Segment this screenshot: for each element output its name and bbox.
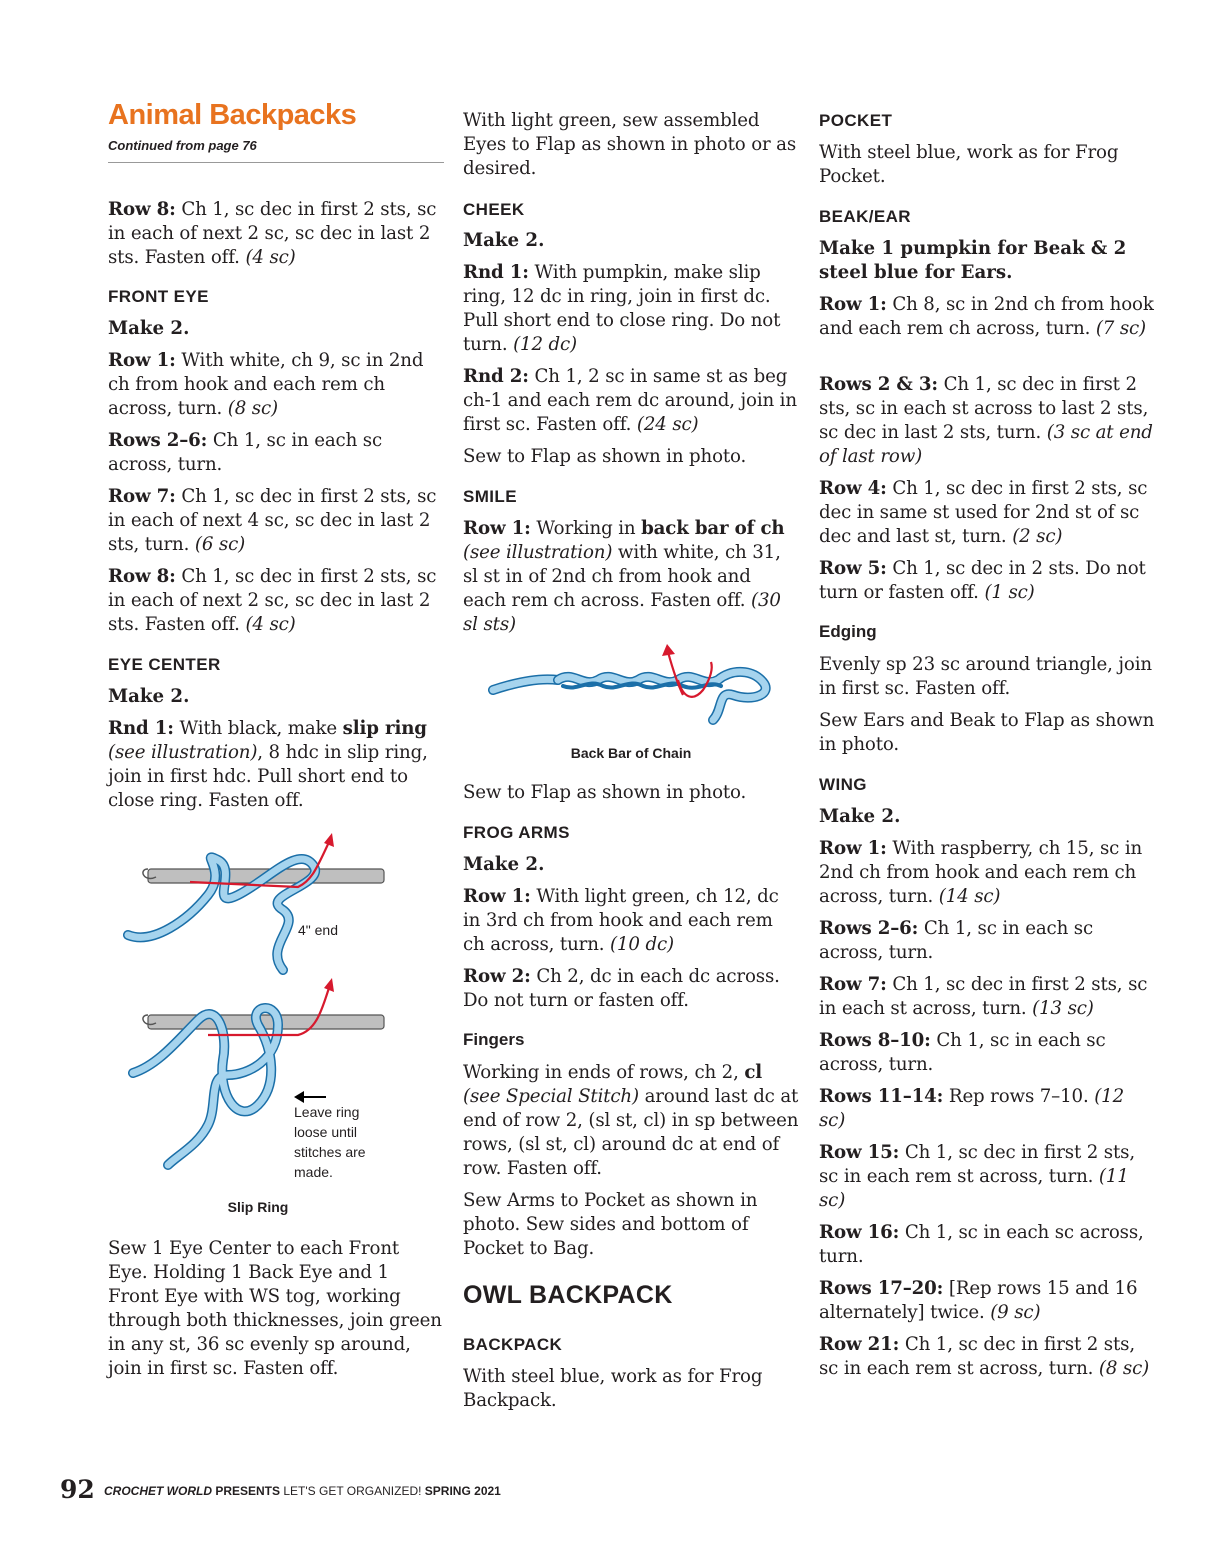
wing-row-1: Row 1: With raspberry, ch 15, sc in 2nd ch from hook and each rem ch across, turn. (14 sc): [819, 838, 1143, 907]
eyes-sew-intro: With light green, sew assembled Eyes to Flap as shown in photo or as desired.: [463, 110, 797, 179]
continued-note: Continued from page 76: [108, 138, 257, 153]
leave-ring-line-2: loose until: [294, 1124, 358, 1140]
eye-center-heading: EYE CENTER: [108, 655, 221, 674]
cheek-sew: Sew to Flap as shown in photo.: [463, 446, 747, 467]
back-bar-figure: [463, 640, 799, 770]
wing-make: Make 2.: [819, 806, 901, 827]
frog-arms-make: Make 2.: [463, 854, 545, 875]
front-eye-rows-2-6: Rows 2–6: Ch 1, sc in each sc across, turn.: [108, 430, 382, 475]
eye-center-rnd-1: Rnd 1: With black, make slip ring (see illustration), 8 hdc in slip ring, join in first hdc. Pull short end to close ring. Fasten off.: [108, 718, 428, 811]
front-eye-row-7: Row 7: Ch 1, sc dec in first 2 sts, sc in each of next 4 sc, sc dec in last 2 sts, turn. (6 sc): [108, 486, 437, 555]
wing-rows-2-6: Rows 2–6: Ch 1, sc in each sc across, turn.: [819, 918, 1093, 963]
slip-ring-figure: [108, 825, 444, 1225]
wing-row-21: Row 21: Ch 1, sc dec in first 2 sts, sc in each rem st across, turn. (8 sc): [819, 1334, 1150, 1379]
smile-heading: SMILE: [463, 487, 517, 506]
smile-row-1: Row 1: Working in back bar of ch (see illustration) with white, ch 31, sl st in of 2nd ch from hook and each rem ch across. Fasten off. (30 sl sts): [463, 518, 785, 635]
owl-backpack-text: With steel blue, work as for Frog Backpack.: [463, 1366, 763, 1411]
front-eye-row-1: Row 1: With white, ch 9, sc in 2nd ch from hook and each rem ch across, turn. (8 sc): [108, 350, 424, 419]
owl-backpack-subheading: BACKPACK: [463, 1335, 563, 1354]
yarn-loop-bottom: [133, 1008, 278, 1165]
wing-row-16: Row 16: Ch 1, sc in each sc across, turn.: [819, 1222, 1144, 1267]
frog-arms-row-2: Row 2: Ch 2, dc in each dc across. Do not turn or fasten off.: [463, 966, 780, 1011]
wing-row-7: Row 7: Ch 1, sc dec in first 2 sts, sc in each st across, turn. (13 sc): [819, 974, 1148, 1019]
beak-ear-make: Make 1 pumpkin for Beak & 2 steel blue for Ears.: [819, 238, 1127, 283]
wing-rows-17-20: Rows 17–20: [Rep rows 15 and 16 alternately] twice. (9 sc): [819, 1278, 1138, 1323]
beak-ear-heading: BEAK/EAR: [819, 207, 911, 226]
edging-text: Evenly sp 23 sc around triangle, join in first sc. Fasten off.: [819, 654, 1152, 699]
page-footer: [60, 1470, 760, 1510]
cheek-rnd-2: Rnd 2: Ch 1, 2 sc in same st as beg ch-1 and each rem dc around, join in first sc. Fasten off. (24 sc): [463, 366, 797, 435]
title-rule: [108, 162, 444, 163]
end-label: 4" end: [298, 922, 339, 938]
arrowhead-icon-2: [324, 978, 334, 992]
leave-ring-line-1: Leave ring: [294, 1104, 360, 1120]
wing-rows-11-14: Rows 11–14: Rep rows 7–10. (12 sc): [819, 1086, 1125, 1131]
arms-sew: Sew Arms to Pocket as shown in photo. Sew sides and bottom of Pocket to Bag.: [463, 1190, 758, 1259]
arrowhead-icon: [324, 833, 334, 847]
smile-sew: Sew to Flap as shown in photo.: [463, 782, 747, 803]
wing-rows-8-10: Rows 8–10: Ch 1, sc in each sc across, turn.: [819, 1030, 1106, 1075]
pocket-text: With steel blue, work as for Frog Pocket.: [819, 142, 1119, 187]
front-eye-row-8: Row 8: Ch 1, sc dec in first 2 sts, sc in each of next 2 sc, sc dec in last 2 sts. Fasten off. (4 sc): [108, 566, 437, 635]
beak-rows-2-3: Rows 2 & 3: Ch 1, sc dec in first 2 sts, sc in each st across to last 2 sts, sc dec in last 2 sts, turn. (3 sc at end of last row): [819, 374, 1153, 467]
fingers-text: Working in ends of rows, ch 2, cl (see Special Stitch) around last dc at end of row 2, (sl st, cl) in sp between rows, (sl st, cl) around dc at end of row. Fasten off.: [463, 1062, 799, 1179]
wing-row-15: Row 15: Ch 1, sc dec in first 2 sts, sc in each rem st across, turn. (11 sc): [819, 1142, 1135, 1211]
slip-ring-illustration: [108, 825, 444, 1185]
beak-row-5: Row 5: Ch 1, sc dec in 2 sts. Do not turn or fasten off. (1 sc): [819, 558, 1146, 603]
frog-arms-row-1: Row 1: With light green, ch 12, dc in 3rd ch from hook and each rem ch across, turn. (10 dc): [463, 886, 779, 955]
beak-row-1: Row 1: Ch 8, sc in 2nd ch from hook and each rem ch across, turn. (7 sc): [819, 294, 1154, 339]
back-bar-illustration: [463, 640, 799, 740]
fingers-heading: Fingers: [463, 1030, 525, 1049]
leave-ring-line-3: stitches are: [294, 1144, 366, 1160]
footer-publication: CROCHET WORLD PRESENTS LET'S GET ORGANIZED! SPRING 2021: [104, 1484, 501, 1498]
eye-assembly: Sew 1 Eye Center to each Front Eye. Holding 1 Back Eye and 1 Front Eye with WS tog, working through both thicknesses, join green in any st, 36 sc evenly sp around, join in first sc. Fasten off.: [108, 1238, 442, 1379]
leave-ring-label: [294, 1102, 366, 1182]
front-eye-heading: FRONT EYE: [108, 287, 209, 306]
pocket-heading: POCKET: [819, 111, 893, 130]
owl-backpack-heading: OWL BACKPACK: [463, 1281, 673, 1309]
slip-ring-caption: Slip Ring: [227, 1199, 289, 1215]
frog-arms-heading: FROG ARMS: [463, 823, 570, 842]
row-8-continued: Row 8: Ch 1, sc dec in first 2 sts, sc in each of next 2 sc, sc dec in last 2 sts. Fasten off. (4 sc): [108, 199, 437, 268]
article-title: Animal Backpacks: [108, 99, 357, 131]
edging-heading: Edging: [819, 622, 877, 641]
cheek-make: Make 2.: [463, 230, 545, 251]
cheek-heading: CHEEK: [463, 200, 525, 219]
beak-row-4: Row 4: Ch 1, sc dec in first 2 sts, sc dec in same st used for 2nd st of sc dec and last st, turn. (2 sc): [819, 478, 1148, 547]
page-number: 92: [60, 1475, 95, 1504]
wing-heading: WING: [819, 775, 867, 794]
chain-yarn: [493, 672, 766, 720]
arrowhead-icon-3: [662, 644, 675, 656]
leave-ring-line-4: made.: [294, 1164, 333, 1180]
cheek-rnd-1: Rnd 1: With pumpkin, make slip ring, 12 dc in ring, join in first dc. Pull short end to close ring. Do not turn. (12 dc): [463, 262, 781, 355]
ears-sew: Sew Ears and Beak to Flap as shown in photo.: [819, 710, 1155, 755]
eye-center-make: Make 2.: [108, 686, 190, 707]
back-bar-caption: Back Bar of Chain: [570, 745, 692, 761]
front-eye-make: Make 2.: [108, 318, 190, 339]
